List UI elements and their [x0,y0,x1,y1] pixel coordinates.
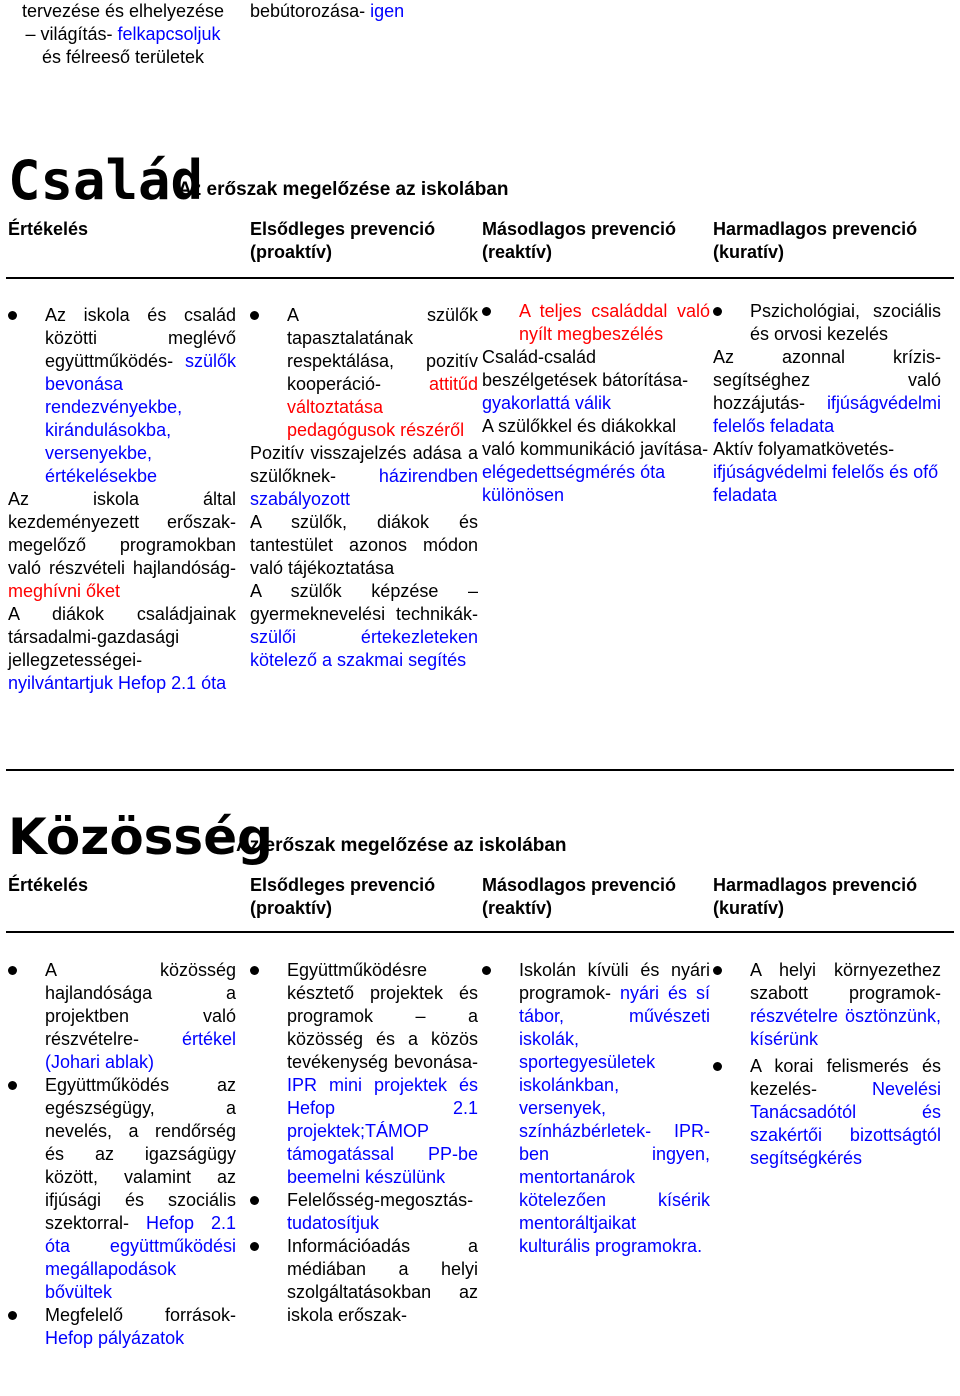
list-item: A helyi környezethez szabott programok- részvételre ösztönzünk, kísérünk [713,959,941,1051]
paragraph: Az iskola által kezdeményezett erőszak-megelőző programokban való részvételi hajlandóság- meghívni őket [8,489,236,601]
section-title-kozosseg: Közösség [8,808,273,866]
list-item: Együttműködésre késztető projektek és programok – a közösség és a közös tevékenység bevonása- IPR mini projektek és Hefop 2.1 projektek;TÁMOP támogatással PP-be beemelni készülünk [250,959,478,1189]
bullet-icon [8,1081,17,1090]
header-elsodleges: Elsődleges prevenció (proaktív) [250,219,436,262]
paragraph: Család-család beszélgetések bátorítása-gyakorlattá válik [482,347,689,413]
header-masodlagos: Másodlagos prevenció (reaktív) [482,875,677,918]
csalad-col-ertekeles [8,304,236,695]
bullet-icon [482,307,491,316]
bullet-icon [482,966,491,975]
header-elsodleges: Elsődleges prevenció (proaktív) [250,875,436,918]
bullet-icon [250,966,259,975]
kozosseg-col-harmadlagos [713,959,941,1170]
list-item: A közösség hajlandósága a projektben való részvételre- értékel (Johari ablak) [8,959,236,1074]
divider [6,277,954,279]
divider [6,769,954,771]
bullet-icon [8,311,17,320]
header-harmadlagos: Harmadlagos prevenció (kuratív) [713,219,918,262]
fragment-line: tervezése és elhelyezése [21,1,225,21]
bullet-icon [713,307,722,316]
paragraph: A szülők képzése – gyermeknevelési technikák- szülői értekezleteken kötelező a szakmai segítés [250,581,478,670]
bullet-icon [250,1196,259,1205]
header-masodlagos: Másodlagos prevenció (reaktív) [482,219,677,262]
paragraph: A diákok családjainak társadalmi-gazdasági jellegzetességei- nyilvántartjuk Hefop 2.1 óta [8,604,236,693]
bullet-icon [250,311,259,320]
list-item: A teljes családdal való nyílt megbeszélés [482,300,710,346]
fragment-right: bebútorozása- igen [250,1,405,21]
list-item: Iskolán kívüli és nyári programok- nyári és sí tábor, művészeti iskolák, sportegyesületek iskolánkban, versenyek, színházbérletek- IPR-ben ingyen, mentortanárok kötelezően kísérik mentoráltjaikat kulturális programokra. [482,959,710,1258]
fragment-line: és félreeső területek [41,47,205,67]
list-item: A szülők tapasztalatának respektálása, pozitív kooperáció- attitűd változtatása pedagógusok részéről [250,304,478,442]
bullet-icon [713,966,722,975]
section-title-csalad: Család [8,149,204,212]
section-subtitle: Az erőszak megelőzése az iskolában [178,179,509,200]
header-ertekeles: Értékelés [8,219,89,239]
list-item: Megfelelő források- Hefop pályázatok [8,1304,236,1350]
section-subtitle: Az erőszak megelőzése az iskolában [236,835,567,856]
bullet-icon [713,1062,722,1071]
list-item: A korai felismerés és kezelés- Nevelési Tanácsadótól és szakértői bizottságtól segítségkérés [713,1055,941,1170]
paragraph: A szülőkkel és diákokkal való kommunikáció javítása- elégedettségmérés óta különösen [482,416,709,505]
csalad-col-harmadlagos [713,300,941,507]
paragraph: A szülők, diákok és tantestület azonos módon való tájékoztatása [250,512,478,578]
kozosseg-col-elsodleges [250,959,478,1327]
bullet-icon [8,966,17,975]
divider [6,931,954,933]
paragraph: Aktív folyamatkövetés- ifjúságvédelmi felelős és ofő feladata [713,439,939,505]
list-item: Pszichológiai, szociális és orvosi kezelés [713,300,941,346]
kozosseg-col-masodlagos [482,959,710,1258]
list-item: Felelősség-megosztás- tudatosítjuk [250,1189,478,1235]
paragraph: Az azonnal krízis-segítséghez való hozzájutás- ifjúságvédelmi felelős feladata [713,347,941,436]
csalad-col-masodlagos [482,300,710,507]
fragment-left [8,0,238,69]
bullet-icon [250,1242,259,1251]
header-ertekeles: Értékelés [8,875,89,895]
csalad-col-elsodleges [250,304,478,672]
list-item: Az iskola és család közötti meglévő együttműködés- szülők bevonása rendezvényekbe, kirándulásokba, versenyekbe, értékelésekbe [8,304,236,488]
kozosseg-col-ertekeles [8,959,236,1350]
fragment-line: – világítás- felkapcsoljuk [25,24,221,44]
list-item: Együttműködés az egészségügy, a nevelés, a rendőrség és az igazságügy között, valamint az ifjúsági és szociális szektorral- Hefop 2.1 óta együttműködési megállapodások bővültek [8,1074,236,1304]
paragraph: Pozitív visszajelzés adása a szülőknek- házirendben szabályozott [250,443,478,509]
bullet-icon [8,1311,17,1320]
header-harmadlagos: Harmadlagos prevenció (kuratív) [713,875,918,918]
list-item: Információadás a médiában a helyi szolgáltatásokban az iskola erőszak- [250,1235,478,1327]
